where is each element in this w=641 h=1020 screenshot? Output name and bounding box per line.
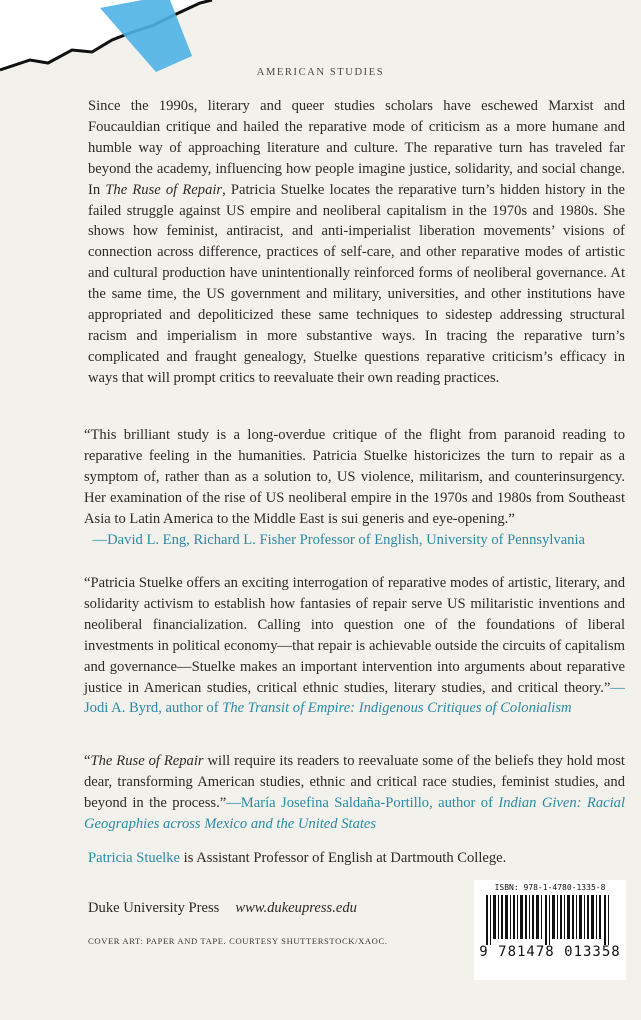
blurb-quote-2 [84,573,625,719]
quote-3-book-title: The Ruse of Repair [90,753,204,769]
quote-1-text: “This brilliant study is a long-overdue critique of the flight from paranoid reading to reparative feeling in the humanities. Patricia Stuelke historicizes the turn to repair as a symptom of, rather than as a solution to, US violence, militarism, and counterinsurgency. Her examination of the rise of US neoliberal empire in the 1970s and 1980s from Southeast Asia to Latin America to the Middle East is sui generis and eye-opening.” [84,427,625,527]
ean-digits: 9 781478 013358 [479,944,621,960]
quote-3-attribution-prefix: —María Josefina Saldaña-Portillo, author of [226,794,499,811]
description-part-2: , Patricia Stuelke locates the reparative turn’s hidden history in the failed struggle against US empire and neoliberal capitalism in the 1970s and 1980s. She shows how feminist, antiracist, and anti-imperialist liberation movements’ visions of connection across difference, practices of self-care, and other reparative modes of artistic and cultural production have unintentionally reinforced forms of neoliberal governance. At the same time, the US government and military, universities, and other institutions have appropriated and depoliticized these same techniques to sidestep addressing structural racism and imperialism in more substantive ways. In tracing the reparative turn’s complicated and fraught genealogy, Stuelke questions reparative criticism’s efficacy in ways that will prompt critics to reevaluate their own reading practices. [88,181,625,386]
publisher-name: Duke University Press [88,900,220,916]
author-bio [88,850,506,867]
blurb-quote-1 [84,425,625,550]
barcode-bars [480,895,620,945]
blurb-quote-3: “The Ruse of Repair will require its readers to reevaluate some of the beliefs they hold most dear, transforming American studies, ethnic and critical race studies, feminist studies, and beyond in the process.”—María Josefina Saldaña-Portillo, author of Indian Given: Racial Geographies across Mexico and the United States [84,753,626,832]
quote-3-text: will require its readers to reevaluate some of the beliefs they hold most dear, transforming American studies, ethnic and critical race studies, feminist studies, and beyond in the process.” [84,753,625,811]
book-description [88,96,625,389]
description-part-1: Since the 1990s, literary and queer studies scholars have eschewed Marxist and Foucauldian critique and hailed the reparative mode of criticism as a more humane and humble way of approaching literature and culture. The reparative turn has traveled far beyond the academy, influencing how people imagine justice, solidarity, and social change. In [88,98,625,198]
author-name: Patricia Stuelke [88,850,180,866]
cover-art-credit: COVER ART: PAPER AND TAPE. COURTESY SHUTTERSTOCK/XAOC. [88,936,388,946]
isbn-barcode [474,880,626,980]
quote-2-attribution-prefix: —Jodi A. Byrd, author of [84,679,625,717]
quote-2-text: “Patricia Stuelke offers an exciting interrogation of reparative modes of artistic, literary, and solidarity activism to establish how fantasies of repair serve US militaristic inventions and neoliberal financialization. Calling into question one of the foundations of liberal investments in political economy—that repair is achievable outside the circuits of capitalism and governance—Stuelke makes an important intervention into arguments about reparative justice in American studies, critical ethnic studies, literary studies, and critical theory.” [84,575,625,696]
publisher-url: www.dukeupress.edu [235,900,357,916]
author-bio-text: is Assistant Professor of English at Dartmouth College. [180,850,507,866]
description-book-title: The Ruse of Repair [105,181,223,198]
quote-2-attribution-title: The Transit of Empire: Indigenous Critiques of Colonialism [222,700,572,717]
category-label: AMERICAN STUDIES [256,67,385,78]
quote-3-attribution-title: Indian Given: Racial Geographies across Mexico and the United States [84,794,626,832]
quote-1-attribution: —David L. Eng, Richard L. Fisher Professor of English, University of Pennsylvania [92,531,585,548]
isbn-label: ISBN: 978-1-4780-1335-8 [494,883,606,892]
publisher-line [88,900,357,917]
